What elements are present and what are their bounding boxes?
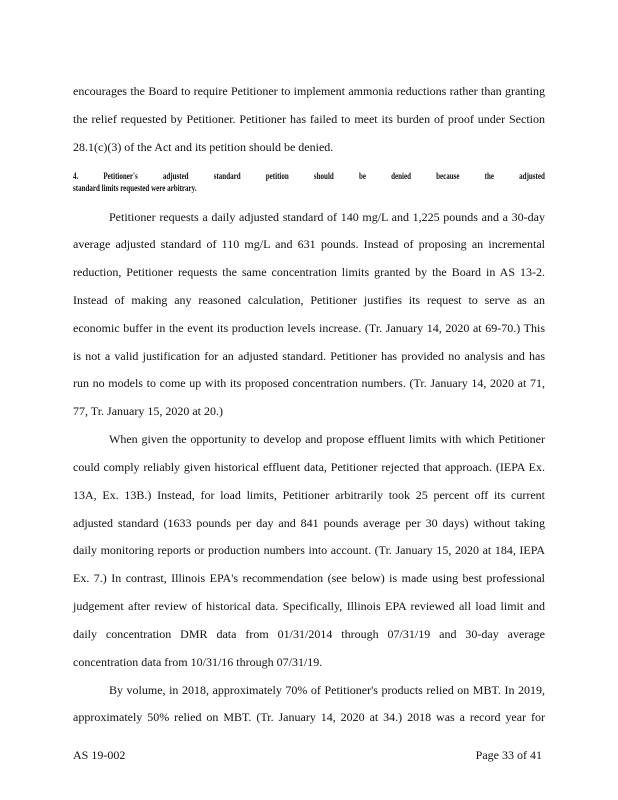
paragraph-line: 77, Tr. January 15, 2020 at 20.) [73, 404, 223, 418]
paragraph-line: reduction, Petitioner requests the same concentration limits granted by the Board in AS 13-2. [73, 265, 545, 279]
body-text-line: the relief requested by Petitioner. Petitioner has failed to meet its burden of proof under Section [73, 112, 545, 126]
paragraph-line: economic buffer in the event its production levels increase. (Tr. January 14, 2020 at 69-70.) This [73, 321, 545, 335]
paragraph-line: adjusted standard (1633 pounds per day and 841 pounds average per 30 days) without taking [73, 516, 545, 530]
paragraph-line: run no models to come up with its proposed concentration numbers. (Tr. January 14, 2020 at 71, [73, 376, 545, 390]
section-heading: 4. Petitioner's adjusted standard petition should be denied because the adjusted [73, 171, 545, 181]
section-heading-continued: standard limits requested were arbitrary. [73, 183, 197, 193]
footer-page-number: Page 33 of 41 [475, 748, 542, 762]
paragraph-line: Petitioner requests a daily adjusted standard of 140 mg/L and 1,225 pounds and a 30-day [109, 210, 545, 224]
paragraph-line: is not a valid justification for an adjusted standard. Petitioner has provided no analysis and has [73, 349, 545, 363]
paragraph-line: approximately 50% relied on MBT. (Tr. January 14, 2020 at 34.) 2018 was a record year for [73, 710, 545, 724]
paragraph-line: average adjusted standard of 110 mg/L and 631 pounds. Instead of proposing an incremental [73, 237, 545, 251]
paragraph-line: judgement after review of historical data. Specifically, Illinois EPA reviewed all load limit and [73, 599, 545, 613]
paragraph-line: could comply reliably given historical effluent data, Petitioner rejected that approach. (IEPA Ex. [73, 460, 545, 474]
paragraph-line: daily concentration DMR data from 01/31/2014 through 07/31/19 and 30-day average [73, 627, 545, 641]
paragraph-line: 13A, Ex. 13B.) Instead, for load limits, Petitioner arbitrarily took 25 percent off its current [73, 488, 545, 502]
paragraph-line: daily monitoring reports or production numbers into account. (Tr. January 15, 2020 at 184, IEPA [73, 543, 545, 557]
body-text-line: 28.1(c)(3) of the Act and its petition should be denied. [73, 140, 334, 154]
paragraph-line: By volume, in 2018, approximately 70% of Petitioner's products relied on MBT. In 2019, [109, 683, 545, 697]
paragraph-line: concentration data from 10/31/16 through 07/31/19. [73, 655, 323, 669]
footer-case-number: AS 19-002 [73, 748, 126, 762]
paragraph-line: When given the opportunity to develop and propose effluent limits with which Petitioner [109, 432, 545, 446]
paragraph-line: Ex. 7.) In contrast, Illinois EPA's recommendation (see below) is made using best professional [73, 571, 545, 585]
body-text-line: encourages the Board to require Petitioner to implement ammonia reductions rather than granting [73, 84, 545, 98]
paragraph-line: Instead of making any reasoned calculation, Petitioner justifies its request to serve as an [73, 293, 545, 307]
